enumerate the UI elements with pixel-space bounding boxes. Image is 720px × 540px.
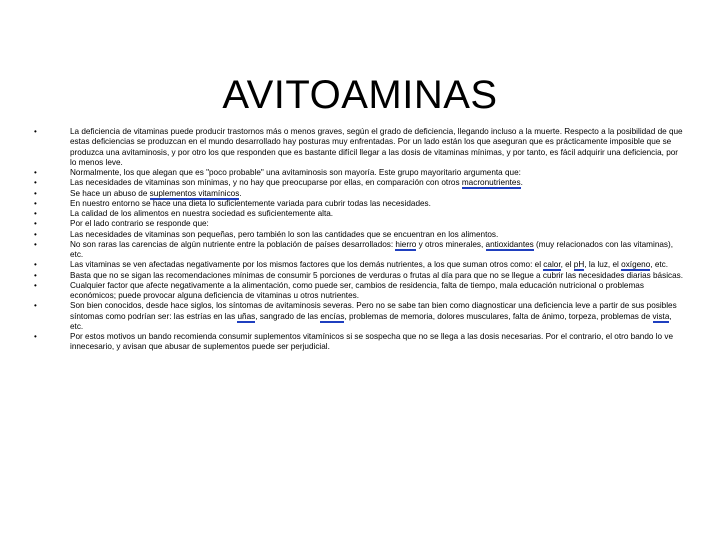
hyperlink-vista[interactable]: vista — [652, 311, 670, 321]
bullet-text: Las necesidades de vitaminas son mínimas, y no hay que preocuparse por ellas, en comparación con otros — [70, 178, 462, 188]
bullet-marker: • — [34, 301, 37, 311]
bullet-marker: • — [34, 178, 37, 188]
bullet-item — [34, 127, 684, 168]
bullet-text: No son raras las carencias de algún nutriente entre la población de países desarrollados: — [70, 239, 396, 249]
bullet-text: . — [239, 188, 242, 198]
bullet-text: Cualquier factor que afecte negativamente a la alimentación, como puede ser, cambios de residencia, falta de tiempo, mala educación nutricional o problemas económicos; puede provocar alguna deficiencia de vitaminas u otros nutrientes. — [70, 280, 644, 300]
bullet-text: , sangrado de las — [255, 311, 321, 321]
bullet-text: Por estos motivos un bando recomienda consumir suplementos vitamínicos si se sospecha que no se llega a las dosis necesarias. Por el contrario, el otro bando lo ve innecesario, y avisan que abusar de suplementos puede ser perjudicial. — [70, 332, 674, 352]
bullet-item — [34, 168, 684, 178]
bullet-marker: • — [34, 219, 37, 229]
slide-title: AVITOAMINAS — [222, 72, 498, 117]
bullet-text: Normalmente, los que alegan que es "poco probable" una avitaminosis son mayoría. Este grupo mayoritario argumenta que: — [70, 168, 521, 177]
bullet-item — [34, 301, 684, 332]
bullet-text: , etc. — [650, 260, 669, 270]
hyperlink-macronutrientes[interactable]: macronutrientes — [461, 178, 521, 188]
bullet-marker: • — [34, 260, 37, 270]
bullet-text: La calidad de los alimentos en nuestra sociedad es suficientemente alta. — [70, 209, 334, 218]
bullet-marker: • — [34, 127, 37, 136]
bullet-text: , la luz, el — [584, 260, 622, 270]
bullet-text: y otros minerales, — [416, 239, 486, 249]
hyperlink-ph[interactable]: pH — [573, 260, 585, 270]
bullet-text: , el — [560, 260, 574, 270]
bullet-item — [34, 240, 684, 261]
bullet-text: . — [520, 178, 523, 188]
bullet-text: Se hace un abuso de — [70, 188, 150, 198]
bullet-text: (muy relacionados con las vitaminas), etc. — [70, 239, 674, 259]
hyperlink-suplementos-vitam-nicos[interactable]: suplementos vitamínicos — [149, 188, 240, 198]
bullet-item — [34, 271, 684, 281]
bullet-text: Las necesidades de vitaminas son pequeñas, pero también lo son las cantidades que se encuentran en los alimentos. — [70, 229, 499, 239]
bullet-text: Son bien conocidos, desde hace siglos, los síntomas de avitaminosis severas. Pero no se sabe tan bien como diagnosticar una deficiencia leve a partir de sus posibles síntomas como podrían ser: las estrías en las — [70, 301, 677, 321]
bullet-marker: • — [34, 332, 37, 341]
bullet-text: Por el lado contrario se responde que: — [70, 219, 209, 229]
bullet-item — [34, 209, 684, 219]
bullet-item — [34, 189, 684, 199]
bullet-marker: • — [34, 280, 37, 290]
bullet-marker: • — [34, 270, 37, 280]
bullet-item — [34, 199, 684, 209]
bullet-text: , etc. — [70, 311, 672, 331]
bullet-text: La deficiencia de vitaminas puede producir trastornos más o menos graves, según el grado de deficiencia, llegando incluso a la muerte. Respecto a la posibilidad de que estas deficiencias se produzcan en el mundo desarrollado hay posturas muy enfrentadas. Por un lado están los que aseguran que es prácticamente imposible que se produzca una avitaminosis, y por otro los que responden que es bastante difícil llegar a las dosis de vitaminas mínimas, y por tanto, es fácil adquirir una deficiencia, por lo menos leve. — [70, 127, 683, 167]
bullet-marker: • — [34, 198, 37, 208]
bullet-marker: • — [34, 209, 37, 218]
bullet-marker: • — [34, 188, 37, 198]
bullet-text: Basta que no se sigan las recomendaciones mínimas de consumir 5 porciones de verduras o frutas al día para que no se llegue a cubrir las necesidades diarias básicas. — [70, 270, 684, 280]
bullet-marker: • — [34, 239, 37, 249]
bullet-marker: • — [34, 229, 37, 239]
bullet-item — [34, 219, 684, 229]
bullet-item — [34, 281, 684, 302]
hyperlink-calor[interactable]: calor — [543, 260, 561, 270]
hyperlink-hierro[interactable]: hierro — [395, 239, 417, 249]
bullet-list — [34, 127, 684, 353]
bullet-text: Las vitaminas se ven afectadas negativamente por los mismos factores que los demás nutrientes, a los que suman otros como: el — [70, 260, 544, 270]
hyperlink-u-as[interactable]: uñas — [237, 311, 256, 321]
hyperlink-antioxidantes[interactable]: antioxidantes — [485, 239, 534, 249]
hyperlink-enc-as[interactable]: encías — [320, 311, 345, 321]
hyperlink-ox-geno[interactable]: oxígeno — [621, 260, 651, 270]
bullet-item — [34, 230, 684, 240]
bullet-text: En nuestro entorno se hace una dieta lo suficientemente variada para cubrir todas las necesidades. — [70, 198, 431, 208]
bullet-item — [34, 178, 684, 188]
bullet-marker: • — [34, 168, 37, 177]
bullet-item — [34, 332, 684, 353]
bullet-text: , problemas de memoria, dolores musculares, falta de ánimo, torpeza, problemas de — [344, 311, 653, 321]
bullet-item — [34, 260, 684, 270]
